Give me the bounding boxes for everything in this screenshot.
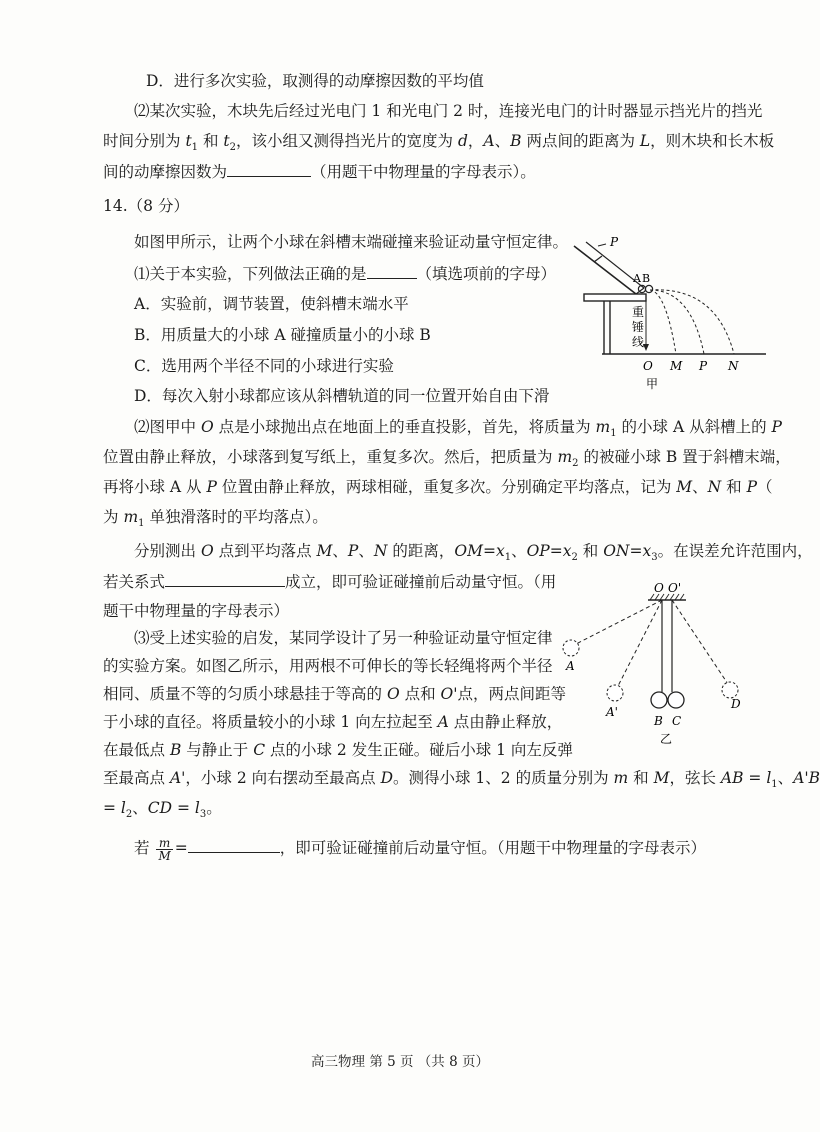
answer-blank[interactable] <box>165 570 285 587</box>
q13-part2-line1: ⑵某次实验，木块先后经过光电门 1 和光电门 2 时，连接光电门的计时器显示挡光片的挡光 <box>134 102 763 120</box>
q14-part2-line6: 若关系式 成立，即可验证碰撞前后动量守恒。（用 <box>103 570 556 593</box>
label-n: N <box>728 359 739 373</box>
label-a-prime: A' <box>606 705 618 719</box>
answer-blank[interactable] <box>367 262 417 279</box>
q14-part3-line7: = $l_2$、CD = $l_3$。 <box>103 799 222 821</box>
q14-part3-line6: 至最高点 A'，小球 2 向右摆动至最高点 D。测得小球 1、2 的质量分别为 m 和 M，弦长 AB = $l_1$、A'B <box>103 769 820 791</box>
q14-part2-line7: 题干中物理量的字母表示） <box>103 602 290 620</box>
mass-ratio-fraction: $\frac{m}{M}$ <box>158 835 171 863</box>
label-o: O <box>643 359 653 373</box>
q14-part2-line2: 位置由静止释放，小球落到复写纸上，重复多次。然后，把质量为 $m_2$ 的被碰小球 B 置于斜槽末端， <box>103 448 791 470</box>
q14-header <box>103 195 189 217</box>
label-plumb-1: 重 <box>632 305 645 319</box>
figure-caption-yi: 乙 <box>660 732 673 746</box>
question-score: （8 分） <box>127 197 189 215</box>
question-number: 14. <box>103 197 128 215</box>
label-plumb-2: 锤 <box>632 320 645 334</box>
label-a: A <box>566 659 575 673</box>
label-p-ground: P <box>699 359 708 373</box>
page-footer: 高三物理 第 5 页 （共 8 页） <box>311 1054 489 1070</box>
q14-intro: 如图甲所示，让两个小球在斜槽末端碰撞来验证动量守恒定律。 <box>134 233 569 251</box>
q14-part2-line5: 分别测出 O 点到平均落点 M、P、N 的距离，$OM=x_1$、$OP=x_2$ 和 $ON=x_3$。在误差允许范围内， <box>134 542 813 564</box>
label-d: D <box>731 697 741 711</box>
q14-option-c: C．选用两个半径不同的小球进行实验 <box>134 357 394 375</box>
label-p: P <box>610 235 619 249</box>
answer-blank[interactable] <box>227 160 311 177</box>
label-m: M <box>670 359 683 373</box>
q14-option-a: A．实验前，调节装置，使斜槽末端水平 <box>134 295 409 313</box>
q14-part2-line4: 为 $m_1$ 单独滑落时的平均落点）。 <box>103 508 328 530</box>
q14-part3-line4: 于小球的直径。将质量较小的小球 1 向左拉起至 A 点由静止释放， <box>103 713 563 731</box>
q13-option-d: D．进行多次实验，取测得的动摩擦因数的平均值 <box>146 72 484 90</box>
q14-part2-line3: 再将小球 A 从 P 位置由静止释放，两球相碰，重复多次。分别确定平均落点，记为 M、N 和 P（ <box>103 478 773 496</box>
label-b: B <box>654 714 663 728</box>
label-b: B <box>642 272 651 285</box>
label-plumb-3: 线 <box>632 335 645 349</box>
answer-blank[interactable] <box>188 836 280 853</box>
q13-part2-line3: 间的动摩擦因数为 （用题干中物理量的字母表示）。 <box>103 160 536 183</box>
q14-option-b: B．用质量大的小球 A 碰撞质量小的小球 B <box>134 326 431 344</box>
figure-jia <box>566 232 780 402</box>
q14-part3-line8: 若 $\frac{m}{M}$ = ，即可验证碰撞前后动量守恒。（用题干中物理量的字母表示） <box>134 835 706 863</box>
label-c: C <box>672 714 682 728</box>
figure-caption-jia: 甲 <box>646 377 659 391</box>
q13-part2-line2: 时间分别为 $t_1$ 和 $t_2$，该小组又测得挡光片的宽度为 d，A、B 两点间的距离为 L，则木块和长木板 <box>103 132 775 154</box>
q14-part1-stem: ⑴关于本实验，下列做法正确的是 （填选项前的字母） <box>134 262 556 285</box>
label-o-prime: O' <box>668 581 682 595</box>
q14-option-d: D．每次入射小球都应该从斜槽轨道的同一位置开始自由下滑 <box>134 387 550 405</box>
label-a: A <box>633 272 641 285</box>
q14-part3-line2: 的实验方案。如图乙所示，用两根不可伸长的等长轻绳将两个半径 <box>103 657 553 675</box>
q14-part3-line3: 相同、质量不等的匀质小球悬挂于等高的 O 点和 O'点，两点间距等 <box>103 685 566 703</box>
q14-part3-line1: ⑶受上述实验的启发，某同学设计了另一种验证动量守恒定律 <box>134 629 553 647</box>
figure-yi <box>556 580 766 750</box>
q14-part2-line1: ⑵图甲中 O 点是小球抛出点在地面上的垂直投影，首先，将质量为 $m_1$ 的小球 A 从斜槽上的 P <box>134 418 782 440</box>
label-o: O <box>654 581 664 595</box>
q14-part3-line5: 在最低点 B 与静止于 C 点的小球 2 发生正碰。碰后小球 1 向左反弹 <box>103 741 573 759</box>
